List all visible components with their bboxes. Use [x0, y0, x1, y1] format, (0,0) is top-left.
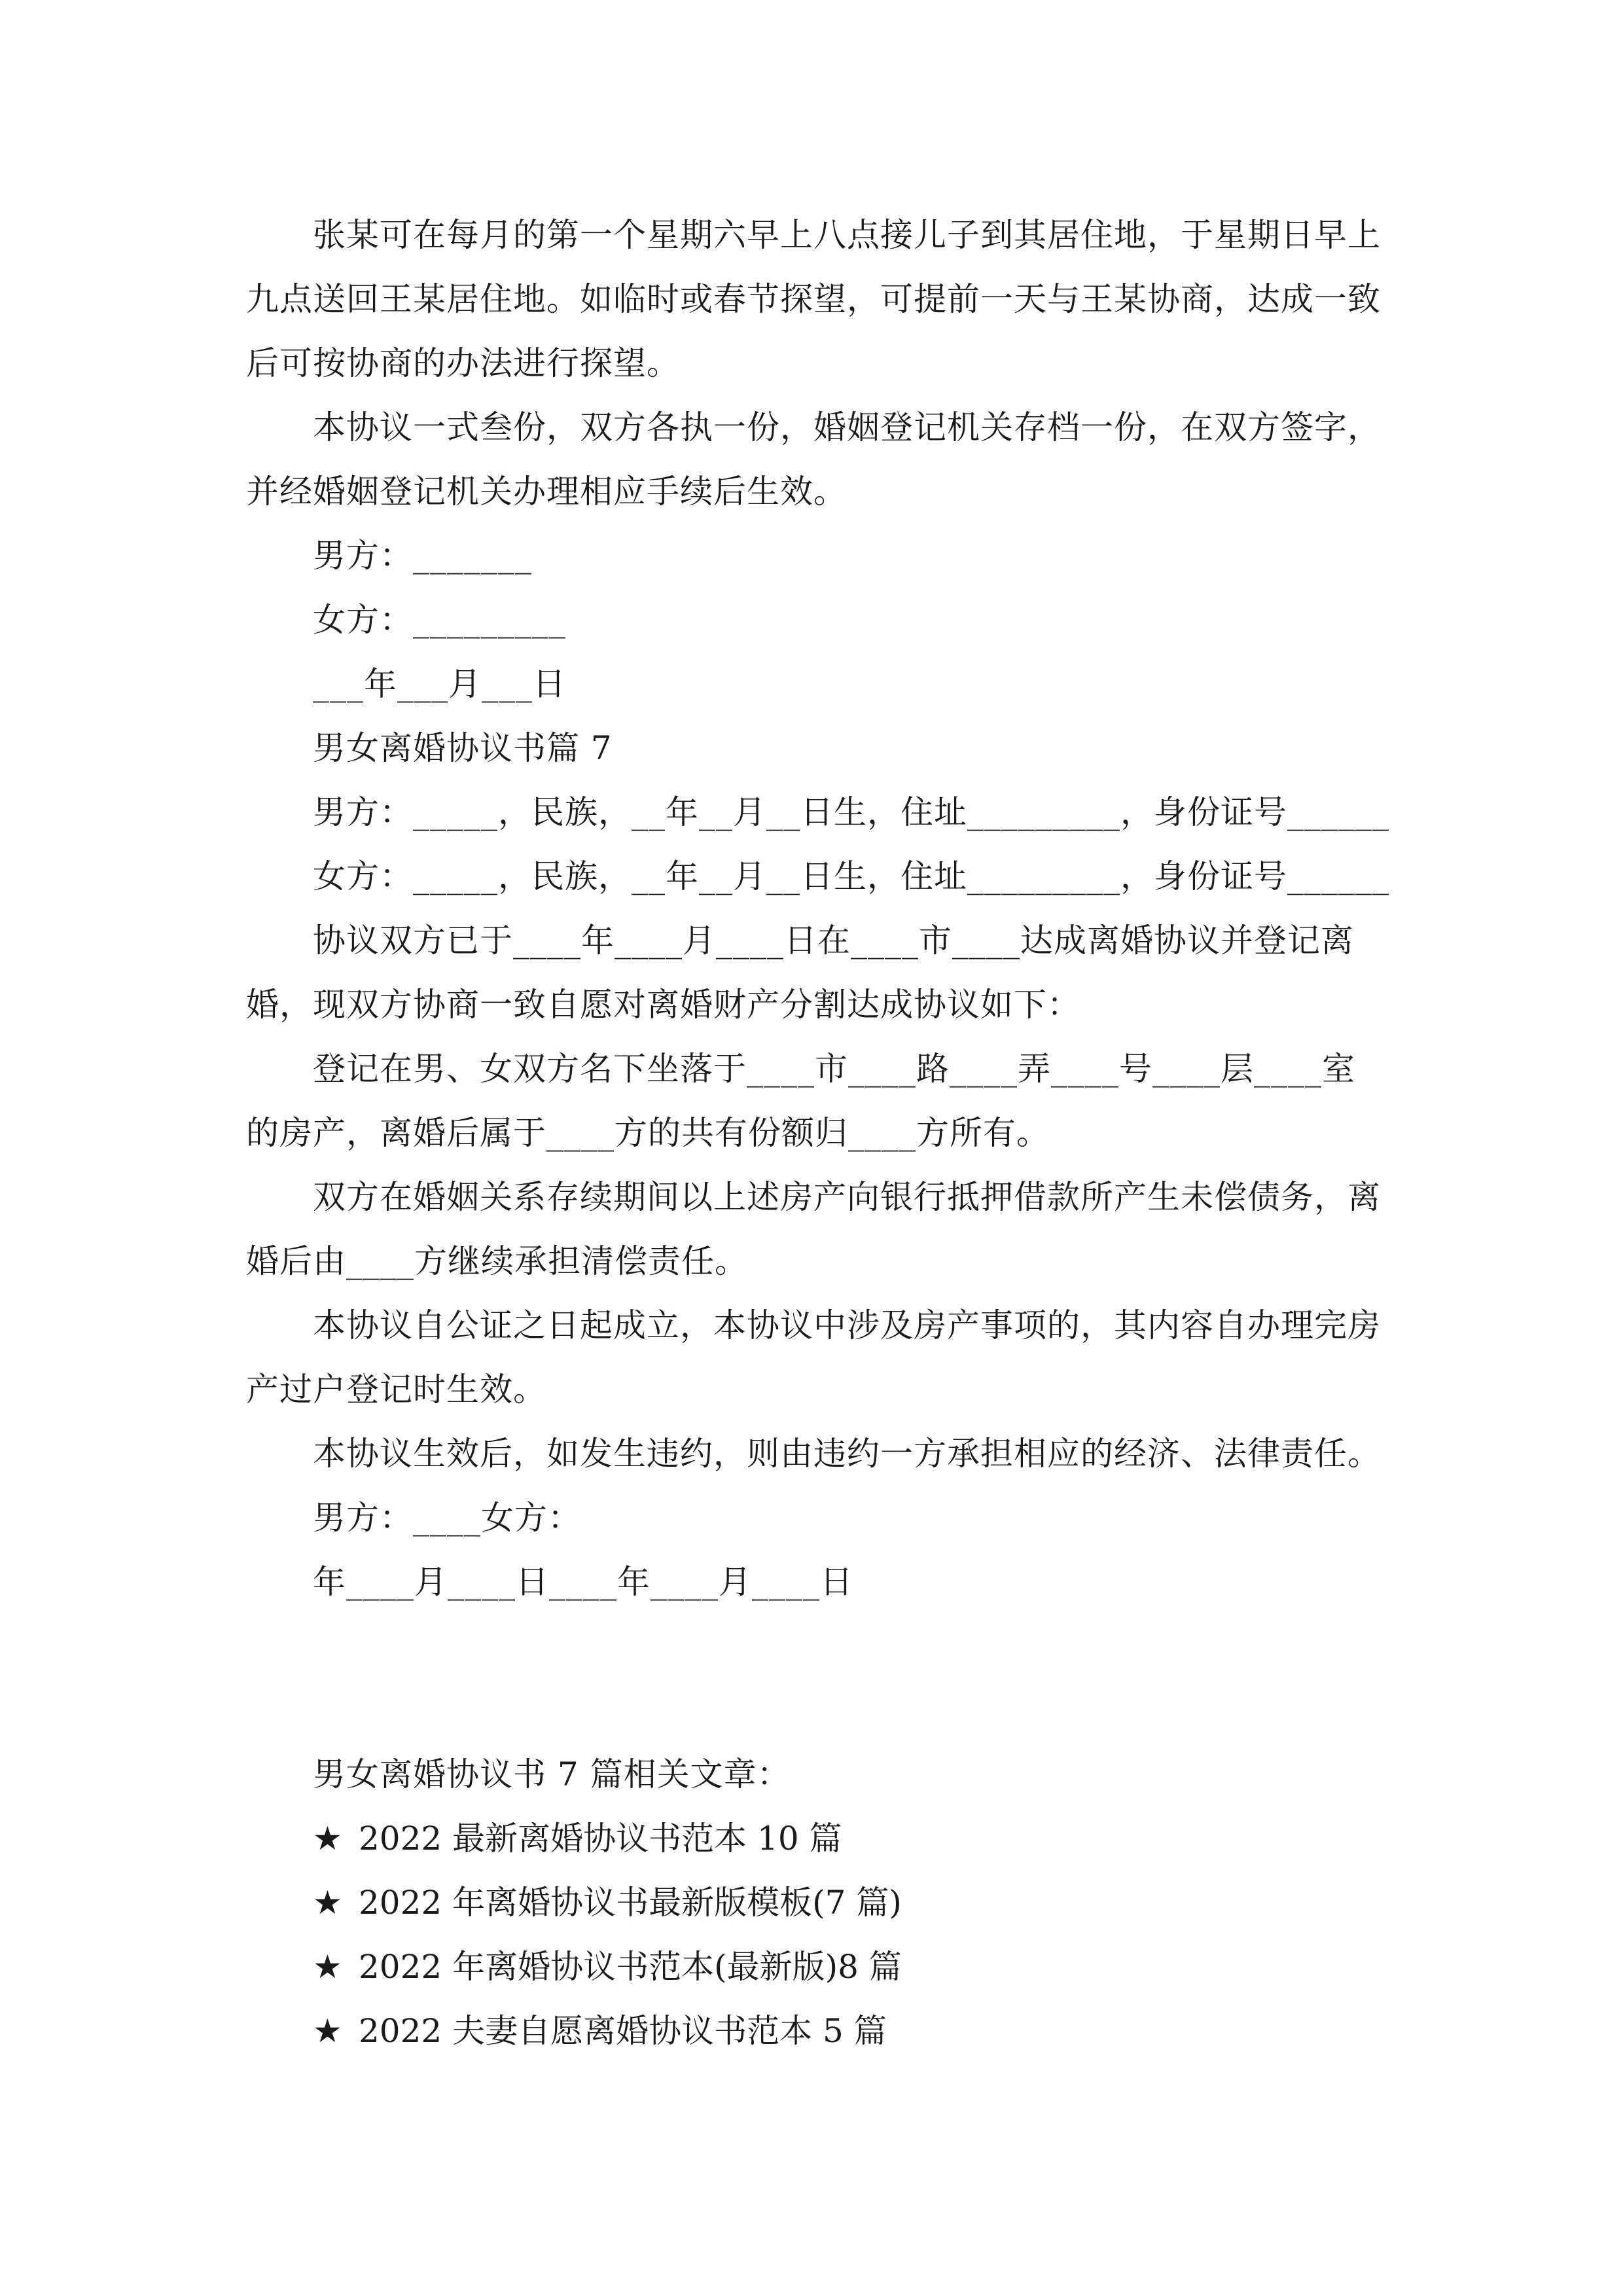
signature-female: 女方：_________	[313, 601, 566, 639]
related-link-label[interactable]: 2022 夫妻自愿离婚协议书范本 5 篇	[359, 2012, 887, 2050]
related-link-2[interactable]	[246, 1871, 1385, 1935]
star-icon: ★	[313, 1884, 342, 1922]
related-link-label[interactable]: 2022 最新离婚协议书范本 10 篇	[359, 1820, 842, 1857]
clause-debt: 双方在婚姻关系存续期间以上述房产向银行抵押借款所产生未偿债务，离婚后由____方继续承担清偿责任。	[246, 1178, 1381, 1280]
clause-effective: 本协议自公证之日起成立，本协议中涉及房产事项的，其内容自办理完房产过户登记时生效。	[246, 1306, 1381, 1408]
document-page	[246, 203, 1389, 2063]
paragraph-copies: 本协议一式叁份，双方各执一份，婚姻登记机关存档一份，在双方签字，并经婚姻登记机关办理相应手续后生效。	[246, 408, 1381, 511]
related-link-4[interactable]	[246, 1999, 1385, 2063]
clause-registration: 协议双方已于____年____月____日在____市____达成离婚协议并登记离婚，现双方协商一致自愿对离婚财产分割达成协议如下：	[246, 922, 1354, 1024]
clause-breach: 本协议生效后，如发生违约，则由违约一方承担相应的经济、法律责任。	[313, 1435, 1381, 1473]
paragraph-visitation: 张某可在每月的第一个星期六早上八点接儿子到其居住地，于星期日早上九点送回王某居住地。如临时或春节探望，可提前一天与王某协商，达成一致后可按协商的办法进行探望。	[246, 216, 1381, 382]
signature-male: 男方：_______	[313, 537, 532, 575]
final-date: 年____月____日____年____月____日	[313, 1563, 853, 1601]
female-info-line: 女方：_____，民族，__年__月__日生，住址_________，身份证号______	[313, 857, 1389, 895]
related-link-3[interactable]	[246, 1935, 1385, 1999]
related-link-label[interactable]: 2022 年离婚协议书最新版模板(7 篇)	[359, 1884, 902, 1922]
section-title: 男女离婚协议书篇 7	[313, 729, 613, 767]
related-heading: 男女离婚协议书 7 篇相关文章：	[313, 1755, 791, 1793]
final-signature: 男方：____女方：	[313, 1499, 581, 1537]
male-info-line: 男方：_____，民族，__年__月__日生，住址_________，身份证号______	[313, 793, 1389, 831]
related-link-1[interactable]	[246, 1806, 1385, 1871]
clause-property: 登记在男、女双方名下坐落于____市____路____弄____号____层____室的房产，离婚后属于____方的共有份额归____方所有。	[246, 1050, 1355, 1152]
section-spacer	[246, 1614, 1385, 1742]
star-icon: ★	[313, 1820, 342, 1857]
signature-date: ___年___月___日	[313, 665, 566, 703]
star-icon: ★	[313, 1948, 342, 1986]
star-icon: ★	[313, 2012, 342, 2050]
related-link-label[interactable]: 2022 年离婚协议书范本(最新版)8 篇	[359, 1948, 902, 1986]
